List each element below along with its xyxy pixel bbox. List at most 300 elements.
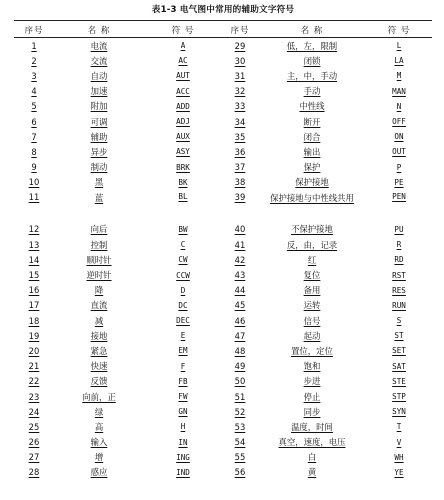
cell-name-right [258, 328, 366, 343]
cell-text: STE [392, 376, 406, 386]
cell-symbol-right [366, 38, 432, 54]
cell-symbol-left [144, 160, 222, 175]
header-symbol-right: 符 号 [366, 22, 432, 38]
cell-text: 9 [31, 162, 37, 173]
cell-text: 逆时针 [86, 270, 112, 281]
table-row [14, 359, 432, 374]
cell-text: 35 [234, 131, 246, 142]
cell-name-left [54, 68, 144, 83]
cell-text: 34 [234, 116, 246, 127]
cell-index-left [14, 404, 54, 419]
cell-symbol-right [366, 389, 432, 404]
cell-text: 52 [234, 406, 246, 417]
cell-name-right [258, 175, 366, 190]
cell-text: 饱和 [303, 361, 321, 372]
cell-text: OUT [392, 147, 406, 157]
cell-symbol-left [144, 328, 222, 343]
cell-name-right [258, 38, 366, 54]
cell-text: 44 [234, 285, 246, 296]
cell-text: 备用 [303, 285, 321, 296]
cell-name-left [54, 175, 144, 190]
cell-name-left [54, 435, 144, 450]
cell-name-left [54, 190, 144, 222]
cell-text: 加速 [90, 86, 108, 97]
table-row [14, 190, 432, 222]
table-row [14, 450, 432, 465]
cell-text: BK [178, 177, 188, 187]
cell-text: CW [178, 255, 188, 265]
cell-name-left [54, 389, 144, 404]
cell-index-right [222, 374, 258, 389]
cell-symbol-left [144, 129, 222, 144]
cell-text: P [396, 162, 402, 172]
cell-text: BL [178, 191, 188, 201]
cell-text: 14 [28, 254, 40, 265]
cell-symbol-left [144, 450, 222, 465]
cell-name-right [258, 84, 366, 99]
cell-symbol-right [366, 450, 432, 465]
cell-text: ING [176, 452, 190, 462]
cell-text: 32 [234, 86, 246, 97]
cell-text: 输出 [303, 146, 321, 157]
cell-name-right [258, 252, 366, 267]
cell-text: A [180, 41, 186, 51]
cell-index-left [14, 175, 54, 190]
cell-symbol-right [366, 190, 432, 222]
cell-name-left [54, 53, 144, 68]
cell-text: C [180, 240, 186, 250]
cell-index-left [14, 389, 54, 404]
cell-index-right [222, 144, 258, 159]
cell-name-left [54, 267, 144, 282]
cell-name-left [54, 252, 144, 267]
cell-name-left [54, 160, 144, 175]
cell-index-right [222, 99, 258, 114]
cell-text: 输入 [90, 437, 108, 448]
header-row [14, 22, 432, 38]
cell-text: 自动 [90, 70, 108, 81]
cell-name-right [258, 190, 366, 222]
cell-name-right [258, 404, 366, 419]
table-row [14, 84, 432, 99]
cell-symbol-right [366, 435, 432, 450]
cell-index-right [222, 298, 258, 313]
cell-index-left [14, 419, 54, 434]
cell-name-left [54, 419, 144, 434]
cell-text: PE [394, 177, 404, 187]
cell-name-right [258, 267, 366, 282]
cell-symbol-left [144, 404, 222, 419]
cell-name-right [258, 99, 366, 114]
cell-name-right [258, 374, 366, 389]
cell-text: RUN [392, 300, 406, 310]
cell-index-left [14, 267, 54, 282]
cell-symbol-left [144, 237, 222, 252]
cell-text: 红 [307, 254, 317, 265]
cell-index-left [14, 465, 54, 480]
cell-symbol-right [366, 267, 432, 282]
cell-name-left [54, 84, 144, 99]
cell-text: RES [392, 285, 406, 295]
cell-index-right [222, 84, 258, 99]
table-row [14, 175, 432, 190]
cell-index-left [14, 374, 54, 389]
cell-text: 步进 [303, 376, 321, 387]
cell-text: 接地 [90, 330, 108, 341]
cell-symbol-left [144, 222, 222, 237]
cell-index-right [222, 129, 258, 144]
cell-text: 8 [31, 146, 37, 157]
cell-text: 41 [234, 239, 246, 250]
cell-symbol-right [366, 404, 432, 419]
cell-text: S [396, 316, 402, 326]
cell-text: 51 [234, 391, 246, 402]
cell-text: YE [394, 467, 404, 477]
cell-name-left [54, 38, 144, 54]
cell-text: 保护 [303, 162, 321, 173]
cell-symbol-right [366, 465, 432, 480]
cell-text: AC [178, 56, 188, 66]
cell-index-left [14, 435, 54, 450]
cell-index-left [14, 252, 54, 267]
cell-name-right [258, 419, 366, 434]
cell-text: 绿 [94, 406, 104, 417]
cell-symbol-left [144, 114, 222, 129]
cell-name-left [54, 465, 144, 480]
table-row [14, 53, 432, 68]
cell-text: 22 [28, 376, 40, 387]
cell-text: ADD [176, 101, 190, 111]
cell-text: 29 [234, 40, 246, 51]
cell-text: 起动 [303, 330, 321, 341]
cell-name-right [258, 389, 366, 404]
cell-symbol-left [144, 374, 222, 389]
cell-symbol-right [366, 328, 432, 343]
header-index-right: 序号 [222, 22, 258, 38]
cell-name-left [54, 144, 144, 159]
cell-symbol-right [366, 419, 432, 434]
cell-symbol-right [366, 160, 432, 175]
cell-symbol-right [366, 313, 432, 328]
cell-symbol-left [144, 343, 222, 358]
cell-index-right [222, 190, 258, 222]
cell-text: 23 [28, 391, 40, 402]
cell-text: 20 [28, 345, 40, 356]
cell-name-left [54, 313, 144, 328]
table-row [14, 435, 432, 450]
table-row [14, 114, 432, 129]
cell-index-right [222, 419, 258, 434]
cell-text: ASY [176, 147, 190, 157]
cell-name-right [258, 237, 366, 252]
cell-symbol-right [366, 237, 432, 252]
cell-text: 46 [234, 315, 246, 326]
cell-text: FB [178, 376, 188, 386]
cell-index-left [14, 129, 54, 144]
cell-symbol-right [366, 175, 432, 190]
cell-text: 停止 [303, 391, 321, 402]
cell-text: 辅助 [90, 131, 108, 142]
cell-text: LA [394, 56, 404, 66]
cell-index-right [222, 283, 258, 298]
cell-text: FW [178, 392, 188, 402]
cell-index-left [14, 38, 54, 54]
cell-symbol-left [144, 53, 222, 68]
cell-name-left [54, 359, 144, 374]
cell-text: 11 [28, 191, 40, 202]
cell-name-left [54, 328, 144, 343]
table-row [14, 222, 432, 237]
cell-index-left [14, 114, 54, 129]
cell-symbol-left [144, 435, 222, 450]
cell-symbol-left [144, 465, 222, 480]
cell-name-left [54, 222, 144, 237]
cell-text: 手动 [303, 86, 321, 97]
cell-symbol-right [366, 114, 432, 129]
cell-text: 反馈 [90, 376, 108, 387]
cell-index-left [14, 144, 54, 159]
cell-symbol-right [366, 374, 432, 389]
cell-index-right [222, 237, 258, 252]
table-row [14, 374, 432, 389]
cell-text: SYN [392, 407, 406, 417]
table-title: 表1-3 电气图中常用的辅助文字符号 [14, 0, 432, 21]
cell-text: CCW [176, 270, 190, 280]
cell-index-right [222, 359, 258, 374]
cell-text: 18 [28, 315, 40, 326]
cell-text: E [180, 331, 186, 341]
cell-text: 7 [31, 131, 37, 142]
cell-symbol-left [144, 144, 222, 159]
cell-text: 6 [31, 116, 37, 127]
cell-text: 17 [28, 300, 40, 311]
cell-text: 55 [234, 452, 246, 463]
cell-text: 16 [28, 285, 40, 296]
cell-index-right [222, 53, 258, 68]
cell-text: 25 [28, 421, 40, 432]
cell-index-left [14, 450, 54, 465]
table-row [14, 313, 432, 328]
cell-text: 48 [234, 345, 246, 356]
cell-name-right [258, 465, 366, 480]
table-row [14, 99, 432, 114]
table-row [14, 328, 432, 343]
cell-text: 56 [234, 467, 246, 478]
cell-text: 黑 [94, 177, 104, 188]
header-name-left: 名 称 [54, 22, 144, 38]
cell-text: 40 [234, 224, 246, 235]
cell-text: 54 [234, 437, 246, 448]
cell-text: 42 [234, 254, 246, 265]
cell-text: F [180, 361, 186, 371]
cell-symbol-left [144, 190, 222, 222]
cell-symbol-right [366, 283, 432, 298]
cell-index-left [14, 99, 54, 114]
table-row [14, 237, 432, 252]
cell-symbol-right [366, 359, 432, 374]
table-row [14, 129, 432, 144]
cell-text: RST [392, 270, 406, 280]
cell-index-left [14, 298, 54, 313]
header-symbol-left: 符 号 [144, 22, 222, 38]
cell-index-left [14, 160, 54, 175]
cell-symbol-left [144, 175, 222, 190]
cell-text: 36 [234, 146, 246, 157]
cell-text: 同步 [303, 406, 321, 417]
cell-text: 10 [28, 177, 40, 188]
cell-text: 43 [234, 270, 246, 281]
cell-index-right [222, 435, 258, 450]
cell-text: ST [394, 331, 404, 341]
cell-text: PU [394, 224, 404, 234]
cell-text: 保护接地 [295, 177, 329, 188]
cell-text: 向前，正 [82, 391, 116, 402]
cell-text: 47 [234, 330, 246, 341]
cell-text: 5 [31, 101, 37, 112]
cell-text: D [180, 285, 186, 295]
cell-text: L [396, 41, 402, 51]
cell-text: DEC [176, 316, 190, 326]
cell-text: 真空，速度，电压 [278, 437, 346, 448]
cell-name-right [258, 222, 366, 237]
cell-text: 直流 [90, 300, 108, 311]
cell-name-left [54, 450, 144, 465]
cell-text: M [396, 71, 402, 81]
cell-text: 向后 [90, 224, 108, 235]
cell-text: 24 [28, 406, 40, 417]
cell-index-right [222, 252, 258, 267]
table-row [14, 267, 432, 282]
cell-text: ACC [176, 86, 190, 96]
cell-name-right [258, 450, 366, 465]
cell-text: 39 [234, 191, 246, 202]
cell-text: 50 [234, 376, 246, 387]
cell-symbol-left [144, 359, 222, 374]
cell-text: 15 [28, 270, 40, 281]
cell-name-right [258, 53, 366, 68]
cell-text: 2 [31, 55, 37, 66]
cell-symbol-left [144, 68, 222, 83]
cell-index-left [14, 343, 54, 358]
cell-text: AUT [176, 71, 190, 81]
cell-text: 53 [234, 421, 246, 432]
cell-symbol-right [366, 222, 432, 237]
cell-name-right [258, 114, 366, 129]
cell-index-left [14, 237, 54, 252]
cell-name-right [258, 313, 366, 328]
cell-name-right [258, 129, 366, 144]
table-row [14, 68, 432, 83]
header-index-left: 序号 [14, 22, 54, 38]
cell-text: BRK [176, 162, 190, 172]
cell-symbol-left [144, 419, 222, 434]
cell-text: IN [178, 437, 188, 447]
cell-name-right [258, 160, 366, 175]
cell-text: RD [394, 255, 404, 265]
cell-text: 反，由，记录 [286, 239, 338, 250]
cell-text: 可调 [90, 116, 108, 127]
table-row [14, 404, 432, 419]
cell-text: 中性线 [299, 101, 325, 112]
cell-name-right [258, 435, 366, 450]
cell-text: 4 [31, 86, 37, 97]
cell-index-right [222, 465, 258, 480]
cell-text: 增 [94, 452, 104, 463]
cell-name-right [258, 68, 366, 83]
cell-text: WH [394, 452, 404, 462]
cell-text: H [180, 422, 186, 432]
cell-name-left [54, 298, 144, 313]
cell-index-left [14, 68, 54, 83]
cell-name-right [258, 298, 366, 313]
header-name-right: 名 称 [258, 22, 366, 38]
symbol-table [14, 22, 432, 480]
table-row [14, 144, 432, 159]
cell-text: 高 [94, 421, 104, 432]
cell-text: 低，左，限制 [286, 40, 338, 51]
cell-text: 28 [28, 467, 40, 478]
table-row [14, 160, 432, 175]
cell-index-right [222, 114, 258, 129]
cell-name-right [258, 359, 366, 374]
cell-symbol-right [366, 53, 432, 68]
cell-name-right [258, 283, 366, 298]
cell-text: 降 [94, 285, 104, 296]
table-row [14, 465, 432, 480]
cell-index-right [222, 404, 258, 419]
cell-symbol-right [366, 298, 432, 313]
cell-text: 温度，时间 [291, 421, 333, 432]
cell-text: 45 [234, 300, 246, 311]
cell-text: 不保护接地 [291, 224, 333, 235]
cell-symbol-left [144, 99, 222, 114]
cell-symbol-right [366, 68, 432, 83]
cell-text: 制动 [90, 162, 108, 173]
cell-text: N [396, 101, 402, 111]
cell-text: V [396, 437, 402, 447]
cell-index-left [14, 53, 54, 68]
cell-text: BW [178, 224, 188, 234]
table-row [14, 283, 432, 298]
cell-text: ADJ [176, 117, 190, 127]
cell-text: 电流 [90, 40, 108, 51]
table-row [14, 252, 432, 267]
cell-index-left [14, 283, 54, 298]
cell-text: 复位 [303, 270, 321, 281]
cell-index-right [222, 38, 258, 54]
cell-text: 蓝 [94, 192, 104, 203]
cell-index-right [222, 389, 258, 404]
cell-text: PEN [392, 191, 406, 201]
cell-symbol-left [144, 84, 222, 99]
cell-text: 信号 [303, 315, 321, 326]
cell-index-left [14, 313, 54, 328]
cell-symbol-left [144, 298, 222, 313]
cell-text: 1 [31, 40, 37, 51]
cell-index-right [222, 267, 258, 282]
cell-name-left [54, 237, 144, 252]
cell-text: 31 [234, 70, 246, 81]
cell-text: 保护接地与中性线共用 [270, 192, 354, 203]
cell-text: 37 [234, 162, 246, 173]
cell-text: 白 [307, 452, 317, 463]
cell-name-left [54, 404, 144, 419]
cell-text: 13 [28, 239, 40, 250]
cell-text: IND [176, 467, 190, 477]
cell-symbol-left [144, 389, 222, 404]
cell-text: SAT [392, 361, 406, 371]
cell-index-left [14, 84, 54, 99]
